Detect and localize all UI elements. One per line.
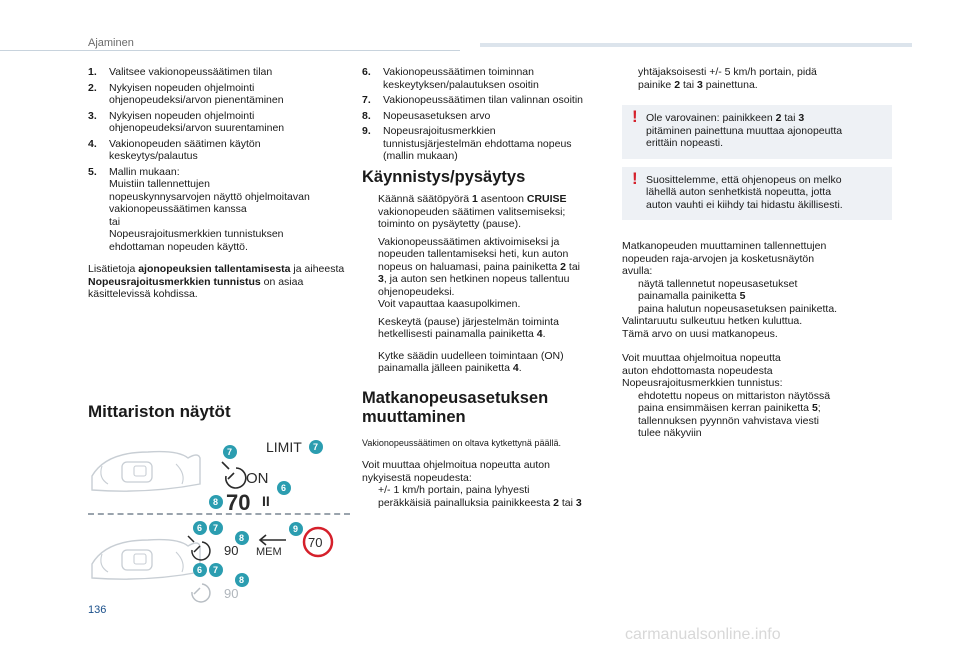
inactive-speed-value: 90 — [224, 586, 239, 601]
column-2 — [362, 66, 620, 514]
warning-icon: ! — [632, 107, 638, 126]
start-step-1: Käännä säätöpyörä 1 asentoon CRUISE vakionopeuden säätimen valitsemiseksi; toiminto on pysäytetty (pause). — [378, 193, 567, 230]
legend-item-3: 3. Nykyisen nopeuden ohjelmointi ohjenopeudeksi/arvon suurentaminen — [88, 109, 285, 134]
legend-item-4: 4. Vakionopeuden säätimen käytön keskeytys/palautus — [88, 137, 261, 162]
svg-text:7: 7 — [313, 442, 319, 452]
legend-item-6: 6. Vakionopeussäätimen toiminnan keskeytyksen/palautuksen osoitin — [362, 66, 539, 91]
legend-item-2: 2. Nykyisen nopeuden ohjelmointi ohjenopeudeksi/arvon pienentäminen — [88, 81, 284, 106]
recognition-step-2: paina ensimmäisen kerran painiketta 5; tallennuksen pyynnön vahvistava viesti tulee näkyviin — [638, 402, 821, 439]
pause-symbol: II — [262, 493, 270, 509]
dashboard-top — [92, 452, 200, 492]
matkanopeus-note: Vakionopeussäätimen on oltava kytkettynä päällä. — [362, 437, 561, 448]
dashboard-bottom — [92, 540, 203, 580]
recognition-step-1: ehdotettu nopeus on mittariston näytössä — [638, 389, 831, 402]
svg-text:8: 8 — [239, 533, 245, 543]
header-rule-left — [0, 50, 460, 51]
change-intro: Voit muuttaa ohjelmoitua nopeutta auton nykyisestä nopeudesta: — [362, 459, 550, 484]
cruise-control-inactive-icon — [192, 584, 210, 602]
change-step-2: yhtäjaksoisesti +/- 5 km/h portain, pidä painike 2 tai 3 painettuna. — [638, 66, 817, 91]
cruise-control-icon — [188, 536, 210, 560]
change-step-1: +/- 1 km/h portain, paina lyhyesti peräkkäisiä painalluksia painikkeesta 2 tai 3 — [378, 484, 582, 509]
svg-text:7: 7 — [227, 447, 233, 457]
section-header: Ajaminen — [88, 37, 134, 49]
svg-text:8: 8 — [239, 575, 245, 585]
column-3 — [622, 66, 892, 445]
legend-item-9: 9. Nopeusrajoitusmerkkien tunnistusjärjestelmän ehdottama nopeus (mallin mukaan) — [362, 125, 572, 162]
limit-label: LIMIT — [266, 439, 302, 455]
warning-box-1: ! Ole varovainen: painikkeen 2 tai 3 pitäminen painettuna muuttaa ajonopeutta erittäin nopeasti. — [622, 105, 892, 159]
info-paragraph: Lisätietoja ajonopeuksien tallentamisesta ja aiheesta Nopeusrajoitusmerkkien tunnistus on asiaa käsittelevissä kohdissa. — [88, 263, 345, 300]
svg-text:9: 9 — [293, 524, 299, 534]
stored-speeds-end: Valintaruutu sulkeutuu hetken kuluttua. Tämä arvo on uusi matkanopeus. — [622, 315, 803, 340]
mem-label: MEM — [256, 546, 282, 558]
recognition-paragraph: Voit muuttaa ohjelmoitua nopeutta auton ehdottomasta nopeudesta Nopeusrajoitusmerkkien tunnistus: — [622, 352, 783, 389]
svg-text:7: 7 — [213, 523, 219, 533]
cruise-control-icon — [222, 462, 246, 488]
svg-text:6: 6 — [281, 483, 287, 493]
on-label: ON — [246, 470, 269, 487]
speed-limit-sign-value: 70 — [308, 535, 323, 550]
svg-text:8: 8 — [213, 497, 219, 507]
stored-step-1: näytä tallennetut nopeusasetukset painamalla painiketta 5 — [638, 277, 798, 302]
header-rule-right — [480, 43, 912, 47]
column-1 — [88, 66, 350, 309]
legend-item-7: 7. Vakionopeussäätimen tilan valinnan osoitin — [362, 94, 584, 106]
legend-item-8: 8. Nopeusasetuksen arvo — [362, 109, 491, 122]
memory-speed-value: 90 — [224, 543, 239, 558]
stored-step-2: paina halutun nopeusasetuksen painiketta. — [638, 302, 838, 315]
svg-text:7: 7 — [213, 565, 219, 575]
figure-divider — [88, 513, 350, 515]
stored-speeds-paragraph: Matkanopeuden muuttaminen tallennettujen nopeuden raja-arvojen ja kosketusnäytön avulla: — [622, 240, 827, 277]
legend-item-5: 5. Mallin mukaan: Muistiin tallennettujen nopeuskynnysarvojen näyttö ohjelmoitavan vakionopeussäätimen kanssa tai Nopeusrajoitusmerkkien tunnistuksen ehdottaman nopeuden käyttö. — [88, 165, 310, 253]
start-step-4: Kytke säädin uudelleen toimintaan (ON) painamalla jälleen painiketta 4. — [378, 349, 564, 374]
set-speed-value: 70 — [226, 490, 251, 515]
heading-kaynnistys-pysaytys: Käynnistys/pysäytys — [362, 167, 526, 186]
svg-text:6: 6 — [197, 565, 203, 575]
heading-matkanopeusasetuksen-muuttaminen: Matkanopeusasetuksen muuttaminen — [362, 388, 549, 426]
arrow-left-icon — [260, 535, 286, 545]
warning-icon: ! — [632, 168, 638, 188]
page-number: 136 — [88, 604, 107, 616]
footer-watermark: carmanualsonline.info — [625, 626, 781, 643]
warning-box-2: ! Suosittelemme, että ohjenopeus on melko lähellä auton senhetkistä nopeutta, jotta auton vauhti ei kiihdy tai hidastu äkillisesti. — [622, 167, 892, 221]
svg-text:6: 6 — [197, 523, 203, 533]
start-step-2: Vakionopeussäätimen aktivoimiseksi ja nopeuden tallentamiseksi heti, kun auton nopeus on haluamasi, paina painiketta 2 tai 3, ja auton sen hetkinen nopeus tallentuu ohjenopeudeksi. Voit vapauttaa kaasupolkimen. — [378, 235, 580, 310]
legend-item-1: 1. Valitsee vakionopeussäätimen tilan — [88, 66, 273, 78]
heading-mittariston-naytot: Mittariston näytöt — [88, 402, 231, 421]
start-step-3: Keskeytä (pause) järjestelmän toiminta hetkellisesti painamalla painiketta 4. — [378, 315, 559, 340]
